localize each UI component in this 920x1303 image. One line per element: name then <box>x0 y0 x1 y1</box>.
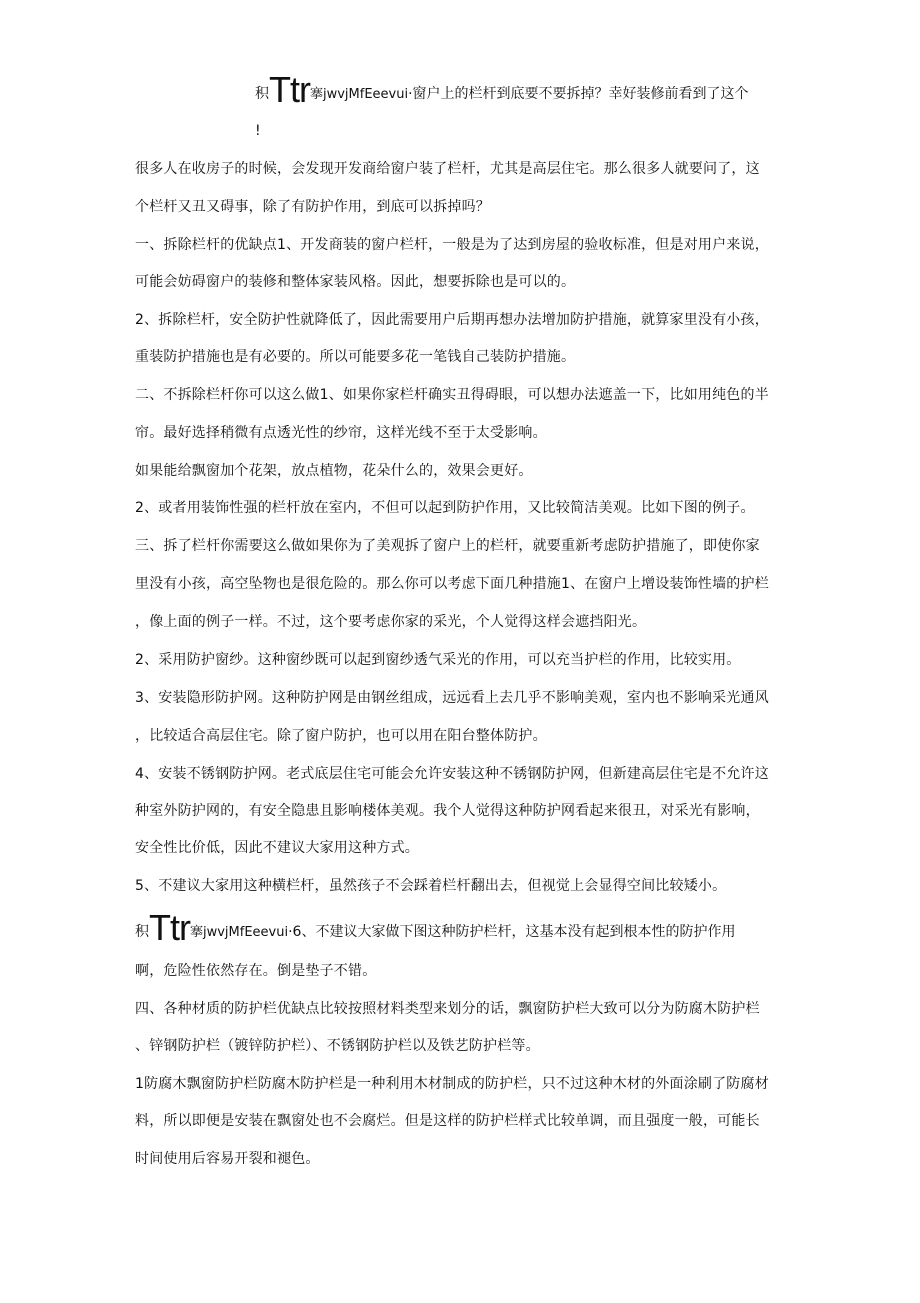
paragraph-line: 二、不拆除栏杆你可以这么做1、如果你家栏杆确实丑得碍眼，可以想办法遮盖一下，比如用纯色的半 <box>135 387 769 403</box>
paragraph-line: 4、安装不锈钢防护网。老式底层住宅可能会允许安装这种不锈钢防护网，但新建高层住宅是不允许这 <box>135 766 769 782</box>
paragraph-line: 重装防护措施也是有必要的。所以可能要多花一笔钱自己装防护措施。 <box>135 349 576 365</box>
paragraph-line: 5、不建议大家用这种横栏杆，虽然孩子不会踩着栏杆翻出去，但视觉上会显得空间比较矮小。 <box>135 878 727 894</box>
second-prefix: 积 <box>135 924 149 940</box>
paragraph-line: ，像上面的例子一样。不过，这个要考虑你家的采光，个人觉得这样会遮挡阳光。 <box>135 614 647 630</box>
paragraph-line: 种室外防护网的，有安全隐患且影响楼体美观。我个人觉得这种防护网看起来很丑，对采光有影响， <box>135 803 760 819</box>
title-continuation: ! <box>255 123 261 139</box>
paragraph-line: 2、拆除栏杆，安全防护性就降低了，因此需要用户后期再想办法增加防护措施，就算家里没有小孩， <box>135 312 769 328</box>
paragraph-line: 里没有小孩，高空坠物也是很危险的。那么你可以考虑下面几种措施1、在窗户上增设装饰性墙的护栏 <box>135 576 769 592</box>
second-garble-text: 搴jwvjMfEeevui <box>189 925 289 940</box>
paragraph-line: 时间使用后容易开裂和褪色。 <box>135 1151 320 1167</box>
title-rest: ·窗户上的栏杆到底要不要拆掉？幸好装修前看到了这个 <box>408 86 749 102</box>
paragraph-line: 一、拆除栏杆的优缺点1、开发商装的窗户栏杆，一般是为了达到房屋的验收标准，但是对用户来说， <box>135 237 769 253</box>
paragraph-line: ，比较适合高层住宅。除了窗户防护，也可以用在阳台整体防护。 <box>135 728 547 744</box>
paragraph-line: 三、拆了栏杆你需要这么做如果你为了美观拆了窗户上的栏杆，就要重新考虑防护措施了，即使你家 <box>135 538 760 554</box>
second-big-line <box>135 910 785 953</box>
paragraph-line: 帘。最好选择稍微有点透光性的纱帘，这样光线不至于太受影响。 <box>135 425 547 441</box>
paragraph-line: 料，所以即便是安装在飘窗处也不会腐烂。但是这样的防护栏样式比较单调，而且强度一般，可能长 <box>135 1113 760 1129</box>
title-garble-text: 搴jwvjMfEeevui <box>309 87 409 102</box>
paragraph-line: 可能会妨碍窗户的装修和整体家装风格。因此，想要拆除也是可以的。 <box>135 274 576 290</box>
title-line <box>255 72 785 115</box>
paragraph-line: 2、或者用装饰性强的栏杆放在室内，不但可以起到防护作用，又比较简洁美观。比如下图的例子。 <box>135 500 755 516</box>
paragraph-line: 啊，危险性依然存在。倒是垫子不错。 <box>135 963 377 979</box>
paragraph-line: 、锌钢防护栏（镀锌防护栏）、不锈钢防护栏以及铁艺防护栏等。 <box>135 1038 540 1054</box>
second-big-text: Ttr <box>149 910 190 948</box>
second-rest: ·6、不建议大家做下图这种防护栏杆，这基本没有起到根本性的防护作用 <box>288 924 736 940</box>
title-big-text: Ttr <box>269 72 310 110</box>
paragraph-line: 很多人在收房子的时候，会发现开发商给窗户装了栏杆，尤其是高层住宅。那么很多人就要问了，这 <box>135 161 760 177</box>
paragraph-line: 个栏杆又丑又碍事，除了有防护作用，到底可以拆掉吗？ <box>135 199 490 215</box>
paragraph-line: 如果能给飘窗加个花架，放点植物，花朵什么的，效果会更好。 <box>135 463 533 479</box>
paragraph-line: 2、采用防护窗纱。这种窗纱既可以起到窗纱透气采光的作用，可以充当护栏的作用，比较实用。 <box>135 652 741 668</box>
paragraph-line: 安全性比价低，因此不建议大家用这种方式。 <box>135 840 419 856</box>
paragraph-line: 1防腐木飘窗防护栏防腐木防护栏是一种利用木材制成的防护栏，只不过这种木材的外面涂刷了防腐材 <box>135 1076 769 1092</box>
paragraph-line: 四、各种材质的防护栏优缺点比较按照材料类型来划分的话，飘窗防护栏大致可以分为防腐木防护栏 <box>135 1001 760 1017</box>
title-prefix: 积 <box>255 86 269 102</box>
paragraph-line: 3、安装隐形防护网。这种防护网是由钢丝组成，远远看上去几乎不影响美观，室内也不影响采光通风 <box>135 690 769 706</box>
